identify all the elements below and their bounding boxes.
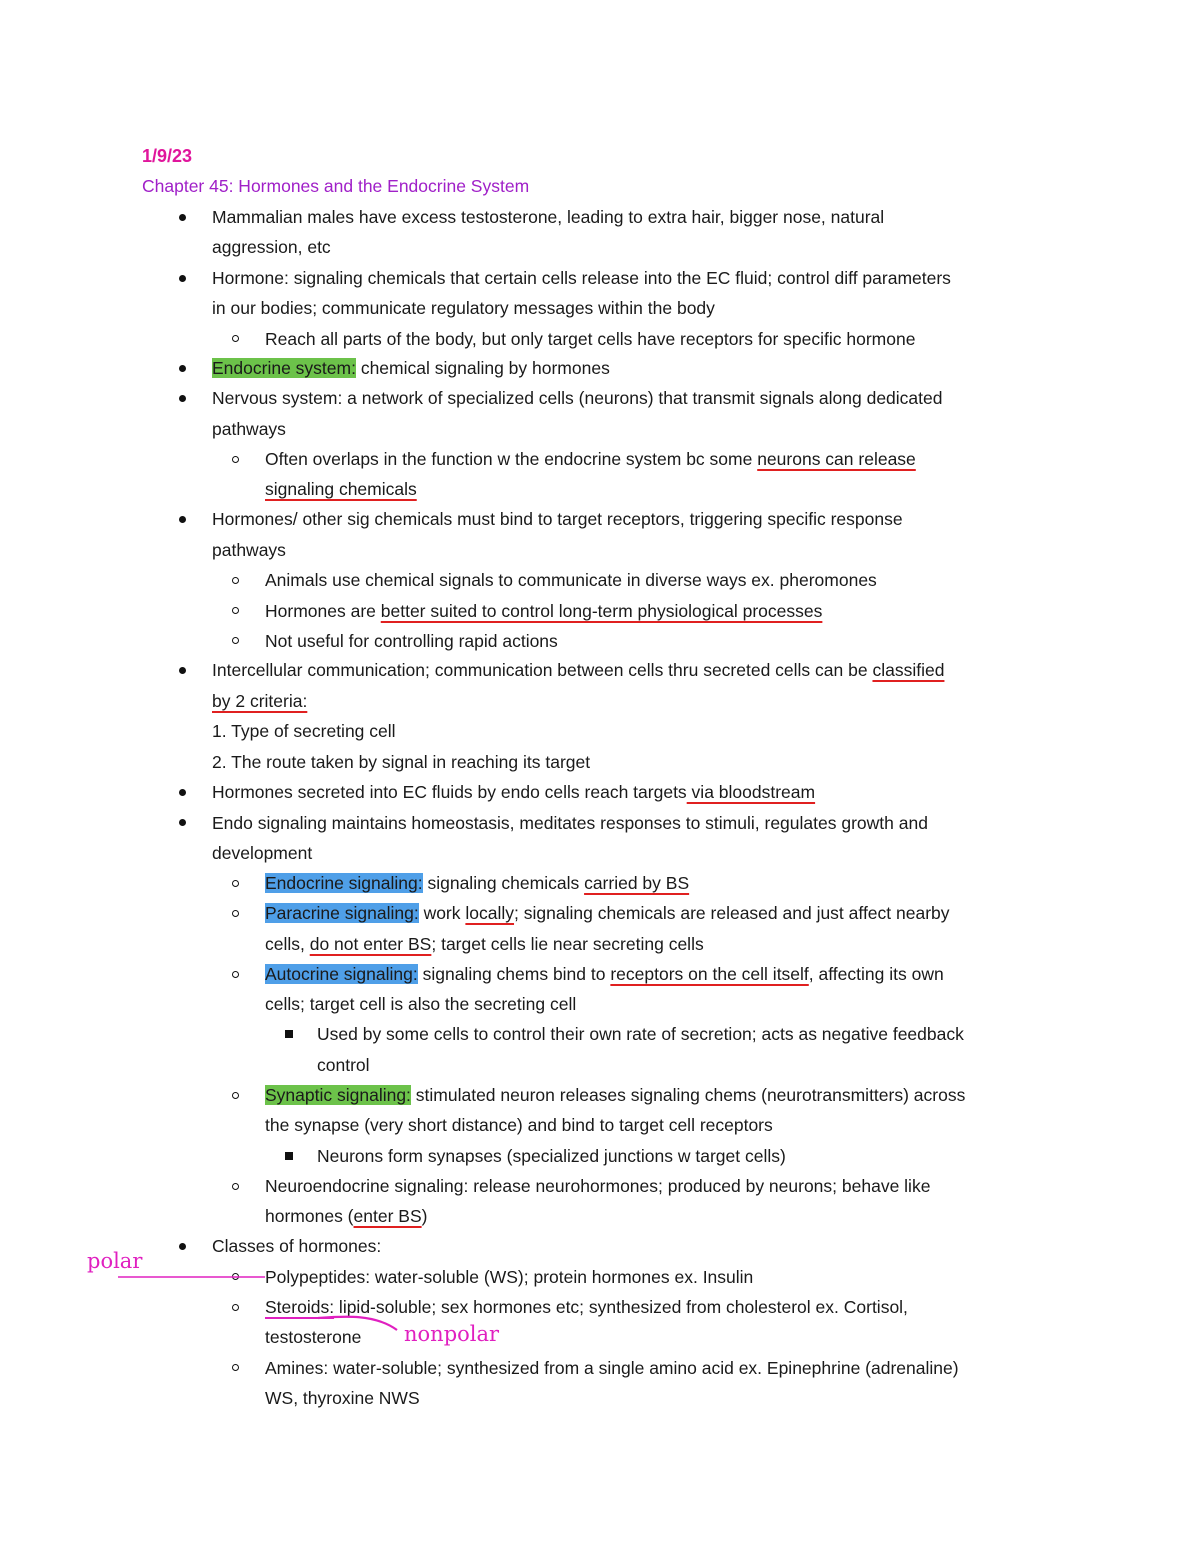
- underlined-phrase: do not enter BS: [309, 934, 432, 954]
- note-line: development: [212, 843, 313, 863]
- note-line: Neurons form synapses (specialized junctions w target cells): [317, 1146, 786, 1166]
- note-line: Paracrine signaling: work locally; signaling chemicals are released and just affect nearby: [265, 903, 950, 923]
- note-line: control: [317, 1055, 370, 1075]
- sub-bullet-icon: [232, 1364, 239, 1371]
- underlined-phrase: Steroids:: [265, 1297, 335, 1317]
- bullet-icon: [179, 516, 186, 523]
- bullet-icon: [179, 365, 186, 372]
- bullet-icon: [179, 395, 186, 402]
- underlined-phrase: neurons can release: [757, 449, 916, 469]
- underlined-phrase: classified: [872, 660, 945, 680]
- note-line: Hormone: signaling chemicals that certain cells release into the EC fluid; control diff parameters: [212, 268, 951, 288]
- note-line: Steroids: lipid-soluble; sex hormones etc; synthesized from cholesterol ex. Cortisol,: [265, 1297, 908, 1317]
- underlined-phrase: by 2 criteria:: [212, 691, 308, 711]
- note-line: pathways: [212, 419, 286, 439]
- bullet-icon: [179, 789, 186, 796]
- note-line: hormones (enter BS): [265, 1206, 428, 1226]
- note-line: Hormones are better suited to control long-term physiological processes: [265, 601, 823, 621]
- highlighted-term: Synaptic signaling:: [265, 1085, 411, 1105]
- note-line: [265, 477, 417, 501]
- note-line: [212, 689, 307, 713]
- bullet-icon: [179, 667, 186, 674]
- note-line: Nervous system: a network of specialized cells (neurons) that transmit signals along dedicated: [212, 388, 943, 408]
- note-line: Mammalian males have excess testosterone, leading to extra hair, bigger nose, natural: [212, 207, 885, 227]
- note-line: Endo signaling maintains homeostasis, meditates responses to stimuli, regulates growth and: [212, 813, 928, 833]
- note-line: Not useful for controlling rapid actions: [265, 631, 558, 651]
- underlined-phrase: locally: [465, 903, 515, 923]
- sub-bullet-icon: [232, 456, 239, 463]
- underlined-phrase: via bloodstream: [686, 782, 816, 802]
- note-line: cells, do not enter BS; target cells lie near secreting cells: [265, 934, 704, 954]
- note-line: Used by some cells to control their own rate of secretion; acts as negative feedback: [317, 1024, 964, 1044]
- sub-bullet-icon: [232, 1183, 239, 1190]
- numbered-item: 1. Type of secreting cell: [212, 721, 396, 741]
- sub-bullet-icon: [232, 607, 239, 614]
- sub-bullet-icon: [232, 577, 239, 584]
- highlighted-term: Autocrine signaling:: [265, 964, 418, 984]
- note-line: Endocrine signaling: signaling chemicals carried by BS: [265, 873, 690, 893]
- square-bullet-icon: [285, 1030, 293, 1038]
- underlined-phrase: carried by BS: [584, 873, 690, 893]
- numbered-item: 2. The route taken by signal in reaching its target: [212, 752, 591, 772]
- note-line: WS, thyroxine NWS: [265, 1388, 420, 1408]
- handwritten-note-nonpolar: nonpolar: [404, 1322, 500, 1346]
- underlined-phrase: receptors on the cell itself: [610, 964, 809, 984]
- sub-bullet-icon: [232, 971, 239, 978]
- note-date: 1/9/23: [142, 146, 193, 166]
- note-line: Reach all parts of the body, but only target cells have receptors for specific hormone: [265, 329, 916, 349]
- bullet-icon: [179, 819, 186, 826]
- note-line: Neuroendocrine signaling: release neurohormones; produced by neurons; behave like: [265, 1176, 931, 1196]
- note-line: Animals use chemical signals to communicate in diverse ways ex. pheromones: [265, 570, 877, 590]
- underlined-phrase: enter BS: [353, 1206, 422, 1226]
- note-line: aggression, etc: [212, 237, 331, 257]
- note-line: Intercellular communication; communication between cells thru secreted cells can be classified: [212, 660, 945, 680]
- highlighted-term: Endocrine system:: [212, 358, 356, 378]
- underlined-phrase: signaling chemicals: [265, 479, 417, 499]
- handwritten-note-polar: polar: [87, 1249, 143, 1273]
- sub-bullet-icon: [232, 1273, 239, 1280]
- sub-bullet-icon: [232, 637, 239, 644]
- bullet-icon: [179, 275, 186, 282]
- note-line: Endocrine system: chemical signaling by hormones: [212, 358, 610, 378]
- note-line: pathways: [212, 540, 286, 560]
- note-line: cells; target cell is also the secreting cell: [265, 994, 577, 1014]
- chapter-title: Chapter 45: Hormones and the Endocrine System: [142, 176, 530, 196]
- note-line: in our bodies; communicate regulatory messages within the body: [212, 298, 715, 318]
- bullet-icon: [179, 1243, 186, 1250]
- note-line: Hormones/ other sig chemicals must bind to target receptors, triggering specific response: [212, 509, 903, 529]
- note-line: Classes of hormones:: [212, 1236, 382, 1256]
- sub-bullet-icon: [232, 1092, 239, 1099]
- highlighted-term: Endocrine signaling:: [265, 873, 423, 893]
- bullet-icon: [179, 214, 186, 221]
- sub-bullet-icon: [232, 880, 239, 887]
- square-bullet-icon: [285, 1152, 293, 1160]
- sub-bullet-icon: [232, 910, 239, 917]
- note-line: Hormones secreted into EC fluids by endo cells reach targets via bloodstream: [212, 782, 816, 802]
- underlined-phrase: better suited to control long-term physiological processes: [380, 601, 823, 621]
- sub-bullet-icon: [232, 335, 239, 342]
- note-line: the synapse (very short distance) and bind to target cell receptors: [265, 1115, 773, 1135]
- sub-bullet-icon: [232, 1304, 239, 1311]
- note-line: Often overlaps in the function w the endocrine system bc some neurons can release: [265, 449, 916, 469]
- note-line: testosterone: [265, 1327, 362, 1347]
- note-line: Polypeptides: water-soluble (WS); protein hormones ex. Insulin: [265, 1267, 754, 1287]
- note-line: Autocrine signaling: signaling chems bind to receptors on the cell itself, affecting its own: [265, 964, 944, 984]
- note-line: Amines: water-soluble; synthesized from a single amino acid ex. Epinephrine (adrenaline): [265, 1358, 959, 1378]
- note-line: Synaptic signaling: stimulated neuron releases signaling chems (neurotransmitters) across: [265, 1085, 966, 1105]
- highlighted-term: Paracrine signaling:: [265, 903, 419, 923]
